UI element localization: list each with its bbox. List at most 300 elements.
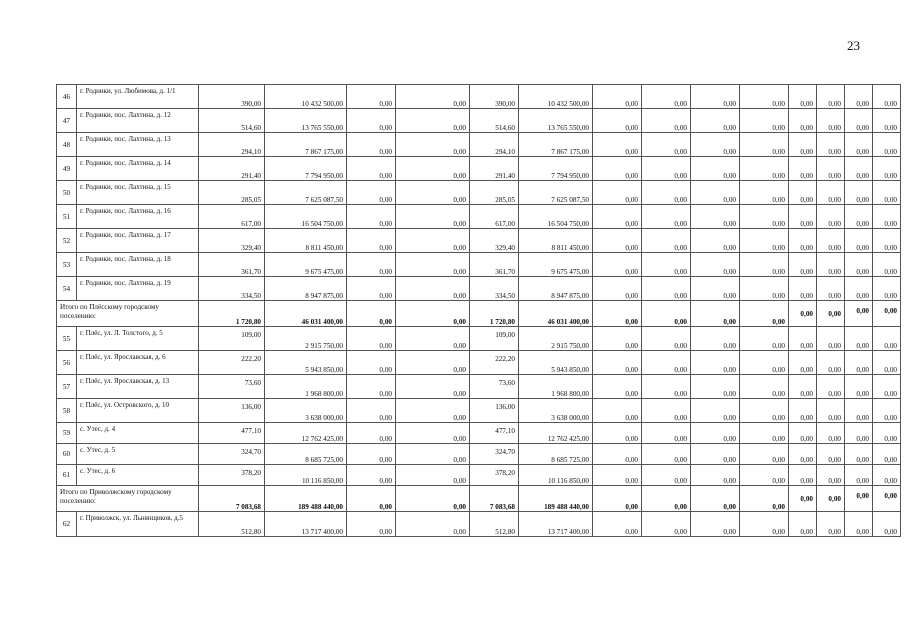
- value-cell: 0,00: [347, 277, 396, 301]
- value-cell: 0,00: [740, 229, 789, 253]
- address-cell: г. Родники, пос. Лахтина, д. 12: [77, 109, 199, 133]
- value-cell: 0,00: [789, 512, 817, 537]
- table-body: [57, 85, 901, 537]
- row-number: 56: [57, 351, 77, 375]
- value-cell: 0,00: [396, 351, 470, 375]
- value-cell: 390,00: [199, 85, 265, 109]
- value-cell: 0,00: [789, 399, 817, 423]
- value-cell: 0,00: [593, 444, 642, 465]
- value-cell: 136,00: [199, 399, 265, 423]
- value-cell: 0,00: [817, 351, 845, 375]
- value-cell: 0,00: [347, 109, 396, 133]
- subtotal-value: 189 488 440,00: [265, 486, 347, 512]
- value-cell: 0,00: [593, 157, 642, 181]
- value-cell: 0,00: [691, 375, 740, 399]
- address-cell: г. Плёс, ул. Островского, д. 10: [77, 399, 199, 423]
- table-row: [57, 277, 901, 301]
- value-cell: 329,40: [470, 229, 519, 253]
- value-cell: 477,10: [470, 423, 519, 444]
- value-cell: 0,00: [789, 157, 817, 181]
- value-cell: 10 432 500,00: [519, 85, 593, 109]
- address-cell: г. Родники, пос. Лахтина, д. 15: [77, 181, 199, 205]
- value-cell: 0,00: [396, 512, 470, 537]
- value-cell: 0,00: [396, 327, 470, 351]
- value-cell: 0,00: [396, 444, 470, 465]
- value-cell: 0,00: [691, 157, 740, 181]
- value-cell: 3 638 000,00: [265, 399, 347, 423]
- value-cell: 0,00: [740, 465, 789, 486]
- value-cell: 361,70: [470, 253, 519, 277]
- value-cell: 378,20: [199, 465, 265, 486]
- value-cell: 0,00: [845, 181, 873, 205]
- subtotal-value: 7 083,68: [199, 486, 265, 512]
- value-cell: 0,00: [691, 133, 740, 157]
- value-cell: 0,00: [396, 375, 470, 399]
- value-cell: 0,00: [817, 253, 845, 277]
- value-cell: 9 675 475,00: [265, 253, 347, 277]
- table-row: [57, 181, 901, 205]
- subtotal-value: 0,00: [691, 486, 740, 512]
- value-cell: 0,00: [593, 181, 642, 205]
- value-cell: 0,00: [817, 229, 845, 253]
- value-cell: 0,00: [593, 375, 642, 399]
- subtotal-value: 0,00: [642, 301, 691, 327]
- value-cell: 0,00: [817, 109, 845, 133]
- value-cell: 0,00: [789, 327, 817, 351]
- subtotal-value: 1 720,80: [199, 301, 265, 327]
- value-cell: 0,00: [740, 157, 789, 181]
- value-cell: 361,70: [199, 253, 265, 277]
- value-cell: 0,00: [873, 253, 901, 277]
- subtotal-value: 0,00: [740, 486, 789, 512]
- value-cell: 0,00: [873, 133, 901, 157]
- table-row: [57, 253, 901, 277]
- value-cell: 0,00: [845, 375, 873, 399]
- value-cell: 0,00: [740, 205, 789, 229]
- value-cell: 0,00: [593, 327, 642, 351]
- value-cell: 0,00: [396, 423, 470, 444]
- table-row: [57, 109, 901, 133]
- value-cell: 324,70: [470, 444, 519, 465]
- subtotal-value: 0,00: [593, 301, 642, 327]
- value-cell: 0,00: [740, 253, 789, 277]
- value-cell: 0,00: [691, 444, 740, 465]
- value-cell: 0,00: [691, 205, 740, 229]
- value-cell: 0,00: [817, 181, 845, 205]
- value-cell: 0,00: [817, 157, 845, 181]
- value-cell: 0,00: [873, 351, 901, 375]
- value-cell: 0,00: [740, 351, 789, 375]
- value-cell: 73,60: [470, 375, 519, 399]
- value-cell: 0,00: [740, 375, 789, 399]
- value-cell: 0,00: [789, 109, 817, 133]
- value-cell: 0,00: [789, 205, 817, 229]
- value-cell: 0,00: [789, 253, 817, 277]
- value-cell: 0,00: [873, 399, 901, 423]
- value-cell: 12 762 425,00: [519, 423, 593, 444]
- value-cell: 514,60: [199, 109, 265, 133]
- value-cell: 0,00: [873, 229, 901, 253]
- value-cell: 0,00: [845, 444, 873, 465]
- subtotal-row: [57, 486, 901, 512]
- value-cell: 0,00: [789, 229, 817, 253]
- row-number: 55: [57, 327, 77, 351]
- value-cell: 0,00: [873, 85, 901, 109]
- value-cell: 514,60: [470, 109, 519, 133]
- value-cell: 2 915 750,00: [265, 327, 347, 351]
- value-cell: 294,10: [470, 133, 519, 157]
- value-cell: 0,00: [593, 423, 642, 444]
- value-cell: 291,40: [199, 157, 265, 181]
- value-cell: 73,60: [199, 375, 265, 399]
- table-row: [57, 444, 901, 465]
- row-number: 46: [57, 85, 77, 109]
- value-cell: 10 432 500,00: [265, 85, 347, 109]
- address-cell: с. Утес, д. 4: [77, 423, 199, 444]
- value-cell: 0,00: [789, 465, 817, 486]
- value-cell: 0,00: [691, 253, 740, 277]
- value-cell: 0,00: [817, 423, 845, 444]
- value-cell: 13 765 550,00: [519, 109, 593, 133]
- value-cell: 0,00: [817, 465, 845, 486]
- table-row: [57, 423, 901, 444]
- address-cell: г. Приволжск, ул. Льнянщиков, д.5: [77, 512, 199, 537]
- value-cell: 0,00: [396, 205, 470, 229]
- value-cell: 12 762 425,00: [265, 423, 347, 444]
- value-cell: 0,00: [845, 351, 873, 375]
- value-cell: 0,00: [873, 375, 901, 399]
- value-cell: 0,00: [642, 157, 691, 181]
- subtotal-value: 0,00: [817, 486, 845, 512]
- value-cell: 0,00: [789, 133, 817, 157]
- value-cell: 16 504 750,00: [265, 205, 347, 229]
- value-cell: 0,00: [873, 423, 901, 444]
- value-cell: 0,00: [642, 277, 691, 301]
- subtotal-value: 0,00: [740, 301, 789, 327]
- value-cell: 9 675 475,00: [519, 253, 593, 277]
- address-cell: г. Плёс, ул. Ярославская, д. 13: [77, 375, 199, 399]
- value-cell: 13 717 400,00: [519, 512, 593, 537]
- value-cell: 5 943 850,00: [519, 351, 593, 375]
- value-cell: 0,00: [347, 327, 396, 351]
- value-cell: 222,20: [470, 351, 519, 375]
- row-number: 49: [57, 157, 77, 181]
- value-cell: 0,00: [593, 133, 642, 157]
- value-cell: 0,00: [817, 277, 845, 301]
- value-cell: 0,00: [642, 181, 691, 205]
- row-number: 57: [57, 375, 77, 399]
- row-number: 60: [57, 444, 77, 465]
- value-cell: 0,00: [789, 181, 817, 205]
- value-cell: 285,05: [470, 181, 519, 205]
- value-cell: 0,00: [347, 253, 396, 277]
- value-cell: 0,00: [873, 109, 901, 133]
- value-cell: 0,00: [691, 277, 740, 301]
- value-cell: 0,00: [845, 277, 873, 301]
- value-cell: 0,00: [691, 181, 740, 205]
- value-cell: 0,00: [740, 399, 789, 423]
- subtotal-value: 0,00: [396, 301, 470, 327]
- value-cell: 0,00: [740, 181, 789, 205]
- value-cell: 0,00: [845, 85, 873, 109]
- value-cell: 0,00: [740, 444, 789, 465]
- value-cell: 0,00: [873, 157, 901, 181]
- value-cell: 8 685 725,00: [265, 444, 347, 465]
- value-cell: 0,00: [347, 205, 396, 229]
- value-cell: 0,00: [845, 423, 873, 444]
- value-cell: 0,00: [347, 133, 396, 157]
- value-cell: 0,00: [347, 399, 396, 423]
- value-cell: 0,00: [347, 512, 396, 537]
- value-cell: 0,00: [396, 253, 470, 277]
- address-cell: г. Родники, пос. Лахтина, д. 16: [77, 205, 199, 229]
- row-number: 54: [57, 277, 77, 301]
- subtotal-value: 1 720,80: [470, 301, 519, 327]
- value-cell: 0,00: [396, 157, 470, 181]
- value-cell: 7 867 175,00: [265, 133, 347, 157]
- subtotal-value: 0,00: [347, 486, 396, 512]
- value-cell: 334,50: [199, 277, 265, 301]
- value-cell: 0,00: [347, 351, 396, 375]
- value-cell: 10 116 850,00: [265, 465, 347, 486]
- value-cell: 0,00: [593, 229, 642, 253]
- value-cell: 0,00: [347, 157, 396, 181]
- value-cell: 0,00: [593, 205, 642, 229]
- row-number: 48: [57, 133, 77, 157]
- value-cell: 0,00: [789, 444, 817, 465]
- value-cell: 0,00: [691, 465, 740, 486]
- value-cell: 0,00: [642, 133, 691, 157]
- table-row: [57, 229, 901, 253]
- subtotal-value: 46 031 400,00: [265, 301, 347, 327]
- value-cell: 13 717 400,00: [265, 512, 347, 537]
- value-cell: 0,00: [396, 133, 470, 157]
- value-cell: 136,00: [470, 399, 519, 423]
- value-cell: 0,00: [642, 375, 691, 399]
- value-cell: 0,00: [817, 444, 845, 465]
- value-cell: 0,00: [873, 181, 901, 205]
- value-cell: 8 811 450,00: [265, 229, 347, 253]
- value-cell: 0,00: [873, 327, 901, 351]
- value-cell: 0,00: [642, 465, 691, 486]
- value-cell: 291,40: [470, 157, 519, 181]
- value-cell: 0,00: [845, 109, 873, 133]
- value-cell: 334,50: [470, 277, 519, 301]
- address-cell: г. Плёс, ул. Л. Толстого, д. 5: [77, 327, 199, 351]
- table-row: [57, 375, 901, 399]
- subtotal-value: 46 031 400,00: [519, 301, 593, 327]
- value-cell: 0,00: [691, 109, 740, 133]
- value-cell: 0,00: [642, 351, 691, 375]
- value-cell: 109,00: [470, 327, 519, 351]
- subtotal-value: 0,00: [789, 301, 817, 327]
- address-cell: г. Родники, пос. Лахтина, д. 17: [77, 229, 199, 253]
- value-cell: 0,00: [593, 351, 642, 375]
- value-cell: 0,00: [347, 444, 396, 465]
- address-cell: г. Плёс, ул. Ярославская, д. 6: [77, 351, 199, 375]
- subtotal-value: 7 083,68: [470, 486, 519, 512]
- subtotal-value: 0,00: [347, 301, 396, 327]
- value-cell: 0,00: [691, 327, 740, 351]
- value-cell: 0,00: [845, 205, 873, 229]
- table-row: [57, 512, 901, 537]
- value-cell: 13 765 550,00: [265, 109, 347, 133]
- value-cell: 7 625 087,50: [519, 181, 593, 205]
- value-cell: 1 968 800,00: [519, 375, 593, 399]
- value-cell: 0,00: [396, 399, 470, 423]
- value-cell: 0,00: [873, 444, 901, 465]
- value-cell: 0,00: [691, 351, 740, 375]
- value-cell: 285,05: [199, 181, 265, 205]
- value-cell: 8 947 875,00: [519, 277, 593, 301]
- address-cell: г. Родники, ул. Любимова, д. 1/1: [77, 85, 199, 109]
- table-row: [57, 327, 901, 351]
- value-cell: 10 116 850,00: [519, 465, 593, 486]
- value-cell: 0,00: [789, 85, 817, 109]
- value-cell: 0,00: [817, 85, 845, 109]
- row-number: 50: [57, 181, 77, 205]
- value-cell: 0,00: [789, 351, 817, 375]
- row-number: 51: [57, 205, 77, 229]
- value-cell: 8 947 875,00: [265, 277, 347, 301]
- value-cell: 0,00: [642, 423, 691, 444]
- table-row: [57, 465, 901, 486]
- subtotal-value: 0,00: [593, 486, 642, 512]
- value-cell: 0,00: [642, 253, 691, 277]
- value-cell: 0,00: [396, 465, 470, 486]
- value-cell: 3 638 000,00: [519, 399, 593, 423]
- row-number: 58: [57, 399, 77, 423]
- row-number: 59: [57, 423, 77, 444]
- value-cell: 0,00: [642, 399, 691, 423]
- value-cell: 0,00: [347, 229, 396, 253]
- register-table: [56, 84, 901, 537]
- subtotal-value: 0,00: [873, 486, 901, 512]
- subtotal-value: 0,00: [817, 301, 845, 327]
- value-cell: 8 811 450,00: [519, 229, 593, 253]
- value-cell: 0,00: [740, 109, 789, 133]
- value-cell: 0,00: [845, 512, 873, 537]
- address-cell: г. Родники, пос. Лахтина, д. 19: [77, 277, 199, 301]
- subtotal-value: 0,00: [396, 486, 470, 512]
- value-cell: 0,00: [845, 253, 873, 277]
- value-cell: 0,00: [817, 375, 845, 399]
- address-cell: г. Родники, пос. Лахтина, д. 18: [77, 253, 199, 277]
- value-cell: 0,00: [593, 109, 642, 133]
- value-cell: 0,00: [740, 512, 789, 537]
- value-cell: 0,00: [347, 465, 396, 486]
- table-row: [57, 205, 901, 229]
- value-cell: 8 685 725,00: [519, 444, 593, 465]
- subtotal-row: [57, 301, 901, 327]
- value-cell: 0,00: [817, 399, 845, 423]
- subtotal-value: 0,00: [873, 301, 901, 327]
- value-cell: 1 968 800,00: [265, 375, 347, 399]
- value-cell: 617,00: [470, 205, 519, 229]
- row-number: 61: [57, 465, 77, 486]
- address-cell: г. Родники, пос. Лахтина, д. 13: [77, 133, 199, 157]
- value-cell: 0,00: [396, 109, 470, 133]
- value-cell: 0,00: [789, 277, 817, 301]
- table-row: [57, 133, 901, 157]
- value-cell: 0,00: [845, 133, 873, 157]
- row-number: 47: [57, 109, 77, 133]
- address-cell: с. Утес, д. 5: [77, 444, 199, 465]
- value-cell: 0,00: [845, 399, 873, 423]
- value-cell: 7 867 175,00: [519, 133, 593, 157]
- value-cell: 109,00: [199, 327, 265, 351]
- value-cell: 0,00: [642, 327, 691, 351]
- value-cell: 0,00: [347, 181, 396, 205]
- value-cell: 0,00: [845, 465, 873, 486]
- value-cell: 0,00: [347, 85, 396, 109]
- value-cell: 0,00: [817, 327, 845, 351]
- value-cell: 0,00: [845, 229, 873, 253]
- value-cell: 294,10: [199, 133, 265, 157]
- value-cell: 7 794 950,00: [265, 157, 347, 181]
- value-cell: 0,00: [873, 205, 901, 229]
- table-row: [57, 351, 901, 375]
- value-cell: 0,00: [740, 423, 789, 444]
- value-cell: 0,00: [347, 375, 396, 399]
- value-cell: 0,00: [845, 327, 873, 351]
- value-cell: 0,00: [817, 205, 845, 229]
- page-number: 23: [847, 38, 860, 53]
- value-cell: 7 625 087,50: [265, 181, 347, 205]
- value-cell: 0,00: [642, 85, 691, 109]
- value-cell: 0,00: [873, 465, 901, 486]
- value-cell: 2 915 750,00: [519, 327, 593, 351]
- value-cell: 0,00: [691, 399, 740, 423]
- value-cell: 0,00: [789, 375, 817, 399]
- value-cell: 617,00: [199, 205, 265, 229]
- value-cell: 0,00: [845, 157, 873, 181]
- subtotal-value: 189 488 440,00: [519, 486, 593, 512]
- address-cell: г. Родники, пос. Лахтина, д. 14: [77, 157, 199, 181]
- table-row: [57, 399, 901, 423]
- value-cell: 0,00: [593, 85, 642, 109]
- value-cell: 0,00: [396, 181, 470, 205]
- value-cell: 0,00: [873, 277, 901, 301]
- value-cell: 512,80: [199, 512, 265, 537]
- subtotal-label: Итого по Приволжскому городскому поселению:: [57, 486, 199, 512]
- row-number: 53: [57, 253, 77, 277]
- value-cell: 0,00: [642, 444, 691, 465]
- value-cell: 0,00: [396, 277, 470, 301]
- subtotal-value: 0,00: [691, 301, 740, 327]
- value-cell: 0,00: [740, 133, 789, 157]
- value-cell: 0,00: [347, 423, 396, 444]
- value-cell: 7 794 950,00: [519, 157, 593, 181]
- value-cell: 0,00: [691, 423, 740, 444]
- row-number: 52: [57, 229, 77, 253]
- value-cell: 0,00: [817, 512, 845, 537]
- value-cell: 16 504 750,00: [519, 205, 593, 229]
- value-cell: 0,00: [396, 229, 470, 253]
- subtotal-value: 0,00: [845, 486, 873, 512]
- value-cell: 329,40: [199, 229, 265, 253]
- value-cell: 0,00: [740, 327, 789, 351]
- value-cell: 324,70: [199, 444, 265, 465]
- value-cell: 512,80: [470, 512, 519, 537]
- value-cell: 0,00: [740, 85, 789, 109]
- subtotal-value: 0,00: [642, 486, 691, 512]
- value-cell: 0,00: [740, 277, 789, 301]
- value-cell: 0,00: [789, 423, 817, 444]
- value-cell: 0,00: [642, 512, 691, 537]
- value-cell: 222,20: [199, 351, 265, 375]
- subtotal-value: 0,00: [845, 301, 873, 327]
